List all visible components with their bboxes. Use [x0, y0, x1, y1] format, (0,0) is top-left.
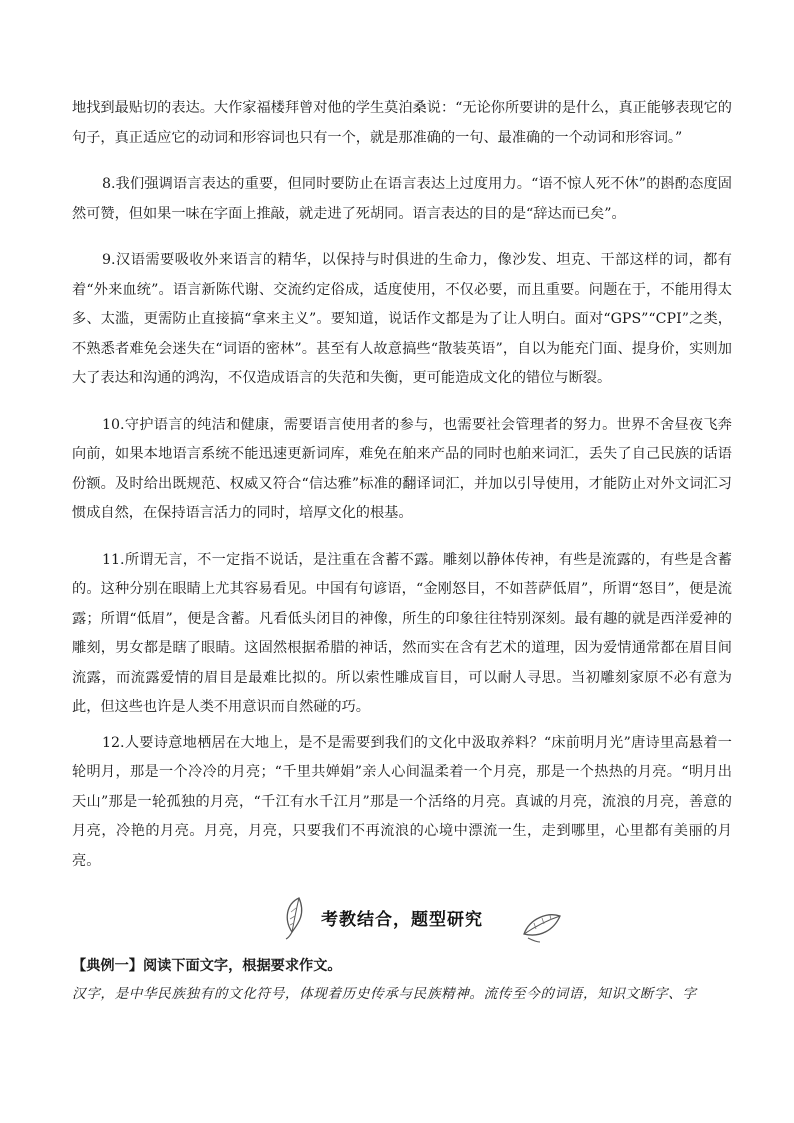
paragraph-8: 8.我们强调语言表达的重要，但同时要防止在语言表达上过度用力。“语不惊人死不休”的斟酌态度固然可赞，但如果一味在字面上推敲，就走进了死胡同。语言表达的目的是“辞达而已矣”。: [72, 176, 732, 222]
paragraph-12: 12.人要诗意地栖居在大地上，是不是需要到我们的文化中汲取养料？“床前明月光”唐诗里高悬着一轮明月，那是一个冷冷的月亮；“千里共婵娟”亲人心间温柔着一个月亮，那是一个热热的月亮。“明月出天山”那是一轮孤独的月亮，“千江有水千江月”那是一个活络的月亮。真诚的月亮，流浪的月亮，善意的月亮，冷艳的月亮。月亮，月亮，只要我们不再流浪的心境中漂流一生，走到哪里，心里都有美丽的月亮。: [72, 734, 732, 869]
document-page: [72, 94, 732, 1008]
paragraph-9: 9.汉语需要吸收外来语言的精华，以保持与时俱进的生命力，像沙发、坦克、干部这样的词，都有着“外来血统”。语言新陈代谢、交流约定俗成，适度使用，不仅必要，而且重要。问题在于，不能用得太多、太滥，更需防止直接搞“拿来主义”。要知道，说话作文都是为了让人明白。面对“GPS”“CPI”之类，不熟悉者难免会迷失在“词语的密林”。甚至有人故意搞些“散装英语”，自以为能充门面、提身价，实则加大了表达和沟通的鸿沟，不仅造成语言的失范和失衡，更可能造成文化的错位与断裂。: [72, 252, 732, 386]
leaf-right-icon: [520, 904, 564, 944]
section-title: 考教结合，题型研究: [321, 909, 483, 930]
paragraph-10: 10.守护语言的纯洁和健康，需要语言使用者的参与，也需要社会管理者的努力。世界不舍昼夜飞奔向前，如果本地语言系统不能迅速更新词库，难免在舶来产品的同时也舶来词汇，丢失了自己民族的话语份额。及时给出既规范、权威又符合“信达雅”标准的翻译词汇，并加以引导使用，才能防止对外文词汇习惯成自然，在保持语言活力的同时，培厚文化的根基。: [72, 416, 732, 521]
section-banner: [72, 882, 732, 952]
example-label: 【典例一】阅读下面文字，根据要求作文。: [72, 958, 342, 974]
example-body: 汉字，是中华民族独有的文化符号，体现着历史传承与民族精神。流传至今的词语，知识文断字、字: [72, 986, 697, 1002]
paragraph-11: 11.所谓无言，不一定指不说话，是注重在含蓄不露。雕刻以静体传神，有些是流露的，有些是含蓄的。这种分别在眼睛上尤其容易看见。中国有句谚语，“金刚怒目，不如菩萨低眉”，所谓“怒目”，便是流露；所谓“低眉”，便是含蓄。凡看低头闭目的神像，所生的印象往往特别深刻。最有趣的就是西洋爱神的雕刻，男女都是瞎了眼睛。这固然根据希腊的神话，然而实在含有艺术的道理，因为爱情通常都在眉目间流露，而流露爱情的眉目是最难比拟的。所以索性雕成盲目，可以耐人寻思。当初雕刻家原不必有意为此，但这些也许是人类不用意识而自然碰的巧。: [72, 551, 732, 715]
paragraph-continuation: 地找到最贴切的表达。大作家福楼拜曾对他的学生莫泊桑说：“无论你所要讲的是什么，真正能够表现它的句子，真正适应它的动词和形容词也只有一个，就是那准确的一句、最准确的一个动词和形容词。”: [72, 100, 732, 146]
leaf-left-icon: [282, 894, 316, 940]
